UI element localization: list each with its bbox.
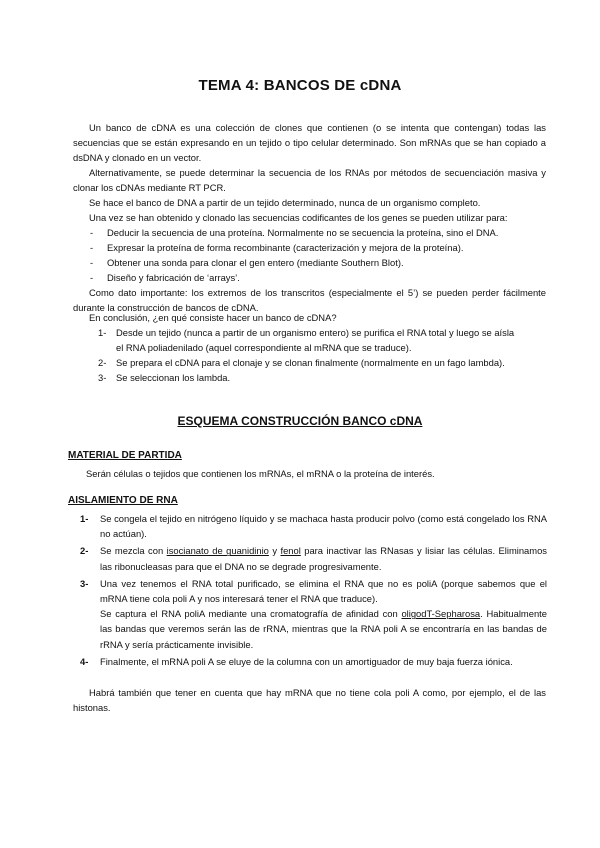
closing-paragraph: Habrá también que tener en cuenta que hay mRNA que no tiene cola poli A como, por ejemplo, el de las histonas. bbox=[73, 687, 546, 714]
intro-paragraph-6: En conclusión, ¿en qué consiste hacer un banco de cDNA? bbox=[89, 312, 337, 323]
dash-marker: - bbox=[90, 227, 94, 238]
list-item-text: Obtener una sonda para clonar el gen entero (mediante Southern Blot). bbox=[107, 257, 404, 268]
intro-paragraph-3: Se hace el banco de DNA a partir de un tejido determinado, nunca de un organismo completo. bbox=[89, 197, 481, 208]
step-marker: 1- bbox=[80, 513, 89, 524]
step-marker: 4- bbox=[80, 655, 89, 667]
reagent-term: fenol bbox=[280, 545, 301, 557]
step-text-pre: Se mezcla con bbox=[100, 545, 167, 557]
aislamiento-list bbox=[75, 511, 547, 669]
step-marker: 3- bbox=[98, 372, 107, 383]
step-subparagraph bbox=[100, 606, 547, 652]
list-item bbox=[75, 654, 547, 669]
dash-marker: - bbox=[90, 257, 94, 268]
step-marker: 2- bbox=[98, 357, 107, 368]
intro-paragraph-1: Un banco de cDNA es una colección de clones que contienen (o se intenta que contengan) todas las secuencias que se están expresando en un tejido o tipo celular determinado. Son mRNAs que se han copiado a dsDNA y clonado en un vector. bbox=[73, 122, 546, 164]
step-text-mid: y bbox=[268, 545, 281, 557]
section-title: ESQUEMA CONSTRUCCIÓN BANCO cDNA bbox=[177, 414, 423, 428]
step-text-post: para inactivar las RNasas y lisiar las células. Eliminamos las ribonucleasas para que el DNA no se degrade progresivamente. bbox=[100, 545, 547, 572]
step-marker: 1- bbox=[98, 327, 107, 338]
section-heading-aislamiento: AISLAMIENTO DE RNA bbox=[68, 495, 178, 506]
step-text: Se prepara el cDNA para el clonaje y se clonan finalmente (normalmente en un fago lambda). bbox=[116, 357, 505, 368]
step-text: Finalmente, el mRNA poli A se eluye de la columna con un amortiguador de muy baja fuerza iónica. bbox=[100, 655, 513, 667]
intro-paragraph-2: Alternativamente, se puede determinar la secuencia de los RNAs por métodos de secuenciación masiva y clonar los cDNAs mediante RT PCR. bbox=[73, 167, 546, 194]
step-text-continued: el RNA poliadenilado (aquel correspondiente al mRNA que se traduce). bbox=[116, 342, 412, 353]
list-item-text: Diseño y fabricación de ‘arrays’. bbox=[107, 272, 240, 283]
dash-marker: - bbox=[90, 272, 94, 283]
intro-paragraph-5: Como dato importante: los extremos de los transcritos (especialmente el 5’) se pueden perder fácilmente durante la construcción de bancos de cDNA. bbox=[73, 287, 546, 314]
step-text: Se congela el tejido en nitrógeno líquido y se machaca hasta producir polvo (como está congelado los RNA no actúan). bbox=[100, 513, 547, 540]
reagent-term: oligodT-Sepharosa bbox=[401, 608, 481, 620]
list-item-text: Deducir la secuencia de una proteína. Normalmente no se secuencia la proteína, sino el DNA. bbox=[107, 227, 499, 238]
reagent-term: isocianato de guanidinio bbox=[166, 545, 269, 557]
step-marker: 2- bbox=[80, 545, 89, 557]
step-text: Desde un tejido (nunca a partir de un organismo entero) se purifica el RNA total y luego se aísla bbox=[116, 327, 515, 338]
page-title: TEMA 4: BANCOS DE cDNA bbox=[198, 77, 402, 94]
material-text: Serán células o tejidos que contienen los mRNAs, el mRNA o la proteína de interés. bbox=[86, 468, 435, 479]
sub-text-post: . Habitualmente las bandas que veremos serán las de rRNA, mientras que la RNA poli A se encontraría en las bandas de rRNA y sería prácticamente invisible. bbox=[100, 608, 547, 650]
step-marker: 3- bbox=[80, 577, 89, 589]
list-item-text: Expresar la proteína de forma recombinante (caracterización y mejora de la proteína). bbox=[107, 242, 464, 253]
section-heading-material: MATERIAL DE PARTIDA bbox=[68, 450, 182, 461]
list-item bbox=[75, 543, 547, 573]
intro-paragraph-4: Una vez se han obtenido y clonado las secuencias codificantes de los genes se pueden utilizar para: bbox=[89, 212, 508, 223]
sub-text-pre: Se captura el RNA poliA mediante una cromatografía de afinidad con bbox=[100, 608, 402, 620]
step-text: Una vez tenemos el RNA total purificado, se elimina el RNA que no es poliA (porque sabemos que el mRNA tiene cola poli A y nos interesará tener el RNA que traduce). bbox=[100, 577, 547, 605]
step-text: Se seleccionan los lambda. bbox=[116, 372, 231, 383]
list-item bbox=[75, 511, 547, 541]
dash-marker: - bbox=[90, 242, 94, 253]
list-item bbox=[75, 576, 547, 652]
